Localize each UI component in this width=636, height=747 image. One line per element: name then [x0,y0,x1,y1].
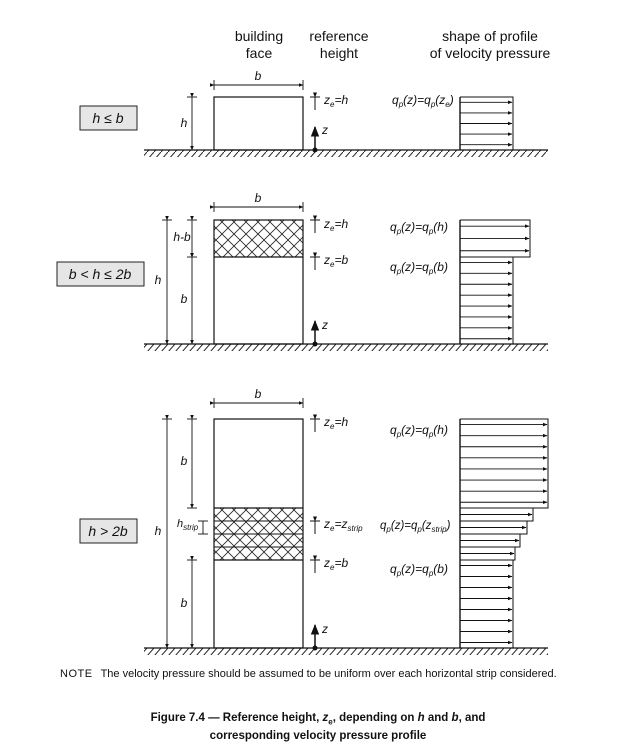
case-2-ze-low-text: $z_e=b$ [324,253,349,269]
case-3-ground-hatch [144,648,548,655]
case-3-profile-lower-outline [460,560,513,648]
case-2-z-label: z [322,318,328,332]
case-2-q-top-label: $q_p(z)=q_p(h)$ [390,220,448,236]
case-3-profile-upper-outline [460,419,548,508]
case-2-h-label: h [154,273,162,287]
case-2-profile [460,220,530,344]
case-3-q-top-label: $q_p(z)=q_p(h)$ [390,423,448,439]
case-1-profile [460,97,513,150]
case-3-hstrip-label: $h_{strip}$ [177,518,199,532]
case-3-b-label: b [254,387,262,401]
header-profile-line1: shape of profile [442,28,538,44]
header-reference-height-line2: height [319,45,359,61]
case-3-h-label: h [154,524,162,538]
header-profile-line2: of velocity pressure [429,45,551,61]
header-reference-height-line1: reference [309,28,369,44]
case-3-q-low-label: $q_p(z)=q_p(b)$ [390,562,448,578]
case-3-z-label: z [322,622,328,636]
case-2-lower-b-label: b [180,292,188,306]
case-2-profile-lower-outline [460,257,513,344]
caption-line2: corresponding velocity pressure profile [209,730,427,743]
case-1-building [214,97,303,150]
case-2-q-low-label: $q_p(z)=q_p(b)$ [390,260,448,276]
case-2 [57,191,548,351]
case-1-z-label: z [322,123,328,137]
case-1-ze-text: $z_e=h$ [324,93,349,109]
case-3-upper-b-label: b [180,454,188,468]
case-3-ze-low-text: $z_e=b$ [324,556,349,572]
note-label: NOTE [60,668,93,680]
caption-line1: Figure 7.4 — Reference height, $z_e$, depending on h and b, and [150,712,486,727]
case-3-profile [460,419,548,648]
column-headers [235,28,551,61]
case-1-condition: h ≤ b [92,110,124,126]
case-3-q-mid-label: $q_p(z)=q_p(z_{strip})$ [380,520,451,534]
case-2-ground-hatch [144,344,548,351]
figure-caption [0,711,636,743]
case-2-hatched-strip [214,220,303,257]
case-3-lower-b-label: b [180,596,188,610]
case-3 [80,387,548,655]
case-3-ze-mid-text: $z_e=z_{strip}$ [324,517,363,533]
case-2-condition: b < h ≤ 2b [68,266,132,282]
case-1-b-label: b [254,69,262,83]
case-3-ze-top-text: $z_e=h$ [324,415,349,431]
case-2-ze-top-text: $z_e=h$ [324,217,349,233]
case-1-ground-hatch [144,150,548,157]
case-3-condition: h > 2b [88,523,128,539]
case-1 [80,69,548,157]
header-building-face-line2: face [245,45,273,61]
header-building-face-line1: building [234,28,284,44]
case-2-b-label: b [254,191,262,205]
note [60,668,557,680]
case-1-q-label: $q_p(z)=q_p(z_e)$ [392,93,454,109]
note-text: The velocity pressure should be assumed to be uniform over each horizontal strip considered. [100,668,557,680]
case-2-hminusb-label: h-b [173,230,191,244]
case-1-h-label: h [180,116,188,130]
